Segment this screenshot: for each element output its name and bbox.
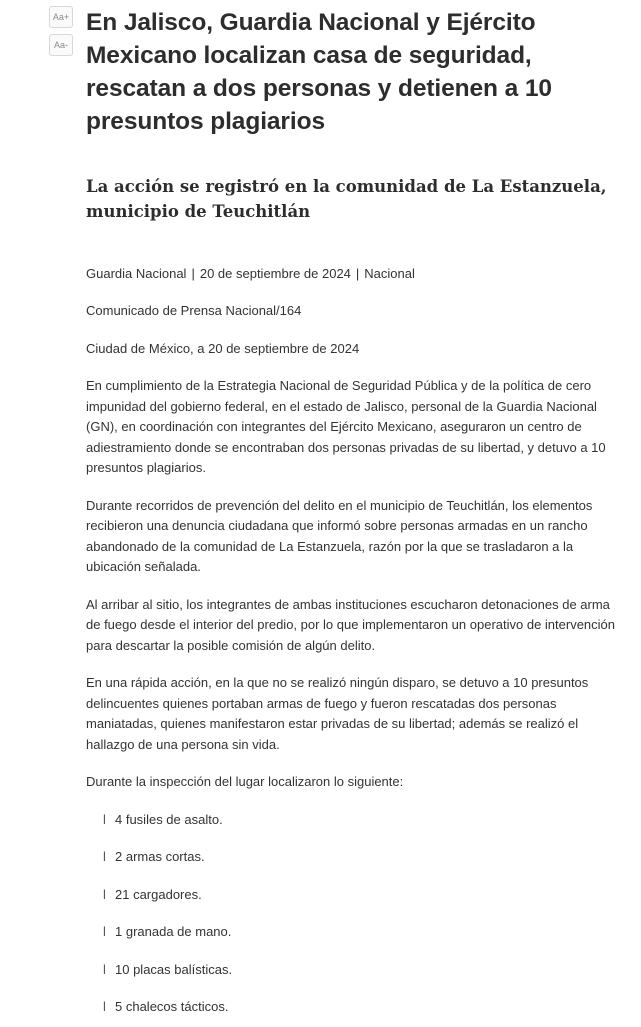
article <box>86 6 621 1027</box>
meta-section: Nacional <box>364 266 415 281</box>
list-item-text: 1 granada de mano. <box>115 924 232 939</box>
list-item <box>103 960 621 980</box>
body-paragraph: Durante la inspección del lugar localizaron lo siguiente: <box>86 774 404 789</box>
bullet-marker: l <box>103 811 106 827</box>
meta-separator: | <box>191 266 195 281</box>
list-item-text: 10 placas balísticas. <box>115 961 233 977</box>
body-paragraph: Durante recorridos de prevención del delito en el municipio de Teuchitlán, los elementos recibieron una denuncia ciudadana que informó sobre personas armadas en un rancho abandonado de la comunidad de La Estanzuela, razón por la que se trasladaron a la ubicación señalada. <box>86 497 593 574</box>
list-item <box>103 997 621 1017</box>
body-paragraph: Al arribar al sitio, los integrantes de ambas instituciones escucharon detonaciones de arma de fuego desde el interior del predio, por lo que implementaron un operativo de intervención para descartar la posible comisión de algún delito. <box>86 596 616 653</box>
article-subheadline: La acción se registró en la comunidad de La Estanzuela, municipio de Teuchitlán <box>86 177 607 221</box>
bullet-marker: l <box>103 999 106 1014</box>
font-size-controls <box>49 6 73 62</box>
list-item-text: 4 fusiles de asalto. <box>115 811 223 827</box>
decrease-font-button[interactable]: Aa- <box>49 34 73 56</box>
list-item <box>103 847 621 867</box>
list-item-text: 5 chalecos tácticos. <box>115 999 229 1014</box>
meta-author: Guardia Nacional <box>86 266 187 281</box>
list-item <box>103 885 621 905</box>
list-item-text: 2 armas cortas. <box>115 849 205 864</box>
comunicado-number: Comunicado de Prensa Nacional/164 <box>86 303 302 318</box>
meta-separator: | <box>355 266 360 281</box>
bullet-marker: l <box>103 924 106 939</box>
bullet-marker: l <box>103 961 106 977</box>
article-meta <box>86 264 621 284</box>
seized-items-list <box>86 810 621 1018</box>
meta-date: 20 de septiembre de 2024 <box>199 266 351 281</box>
article-headline: En Jalisco, Guardia Nacional y Ejército Mexicano localizan casa de seguridad, rescatan a dos personas y detienen a 10 presuntos plagiarios <box>86 9 552 135</box>
bullet-marker: l <box>103 886 106 902</box>
body-paragraph: En una rápida acción, en la que no se realizó ningún disparo, se detuvo a 10 presuntos delincuentes quienes portaban armas de fuego y fueron rescatadas dos personas maniatadas, quienes manifestaron estar privadas de su libertad; además se realizó el hallazgo de una persona sin vida. <box>86 675 589 752</box>
list-item-text: 21 cargadores. <box>115 886 202 902</box>
list-item <box>103 810 621 830</box>
list-item <box>103 922 621 942</box>
place-date: Ciudad de México, a 20 de septiembre de 2024 <box>86 340 360 356</box>
body-paragraph: En cumplimiento de la Estrategia Nacional de Seguridad Pública y de la política de cero impunidad del gobierno federal, en el estado de Jalisco, personal de la Guardia Nacional (GN), en coordinación con integrantes del Ejército Mexicano, aseguraron un centro de adiestramiento donde se encontraban dos personas privadas de su libertad, y detuvo a 10 presuntos plagiarios. <box>86 378 606 475</box>
bullet-marker: l <box>103 849 106 864</box>
increase-font-button[interactable]: Aa+ <box>49 6 73 28</box>
